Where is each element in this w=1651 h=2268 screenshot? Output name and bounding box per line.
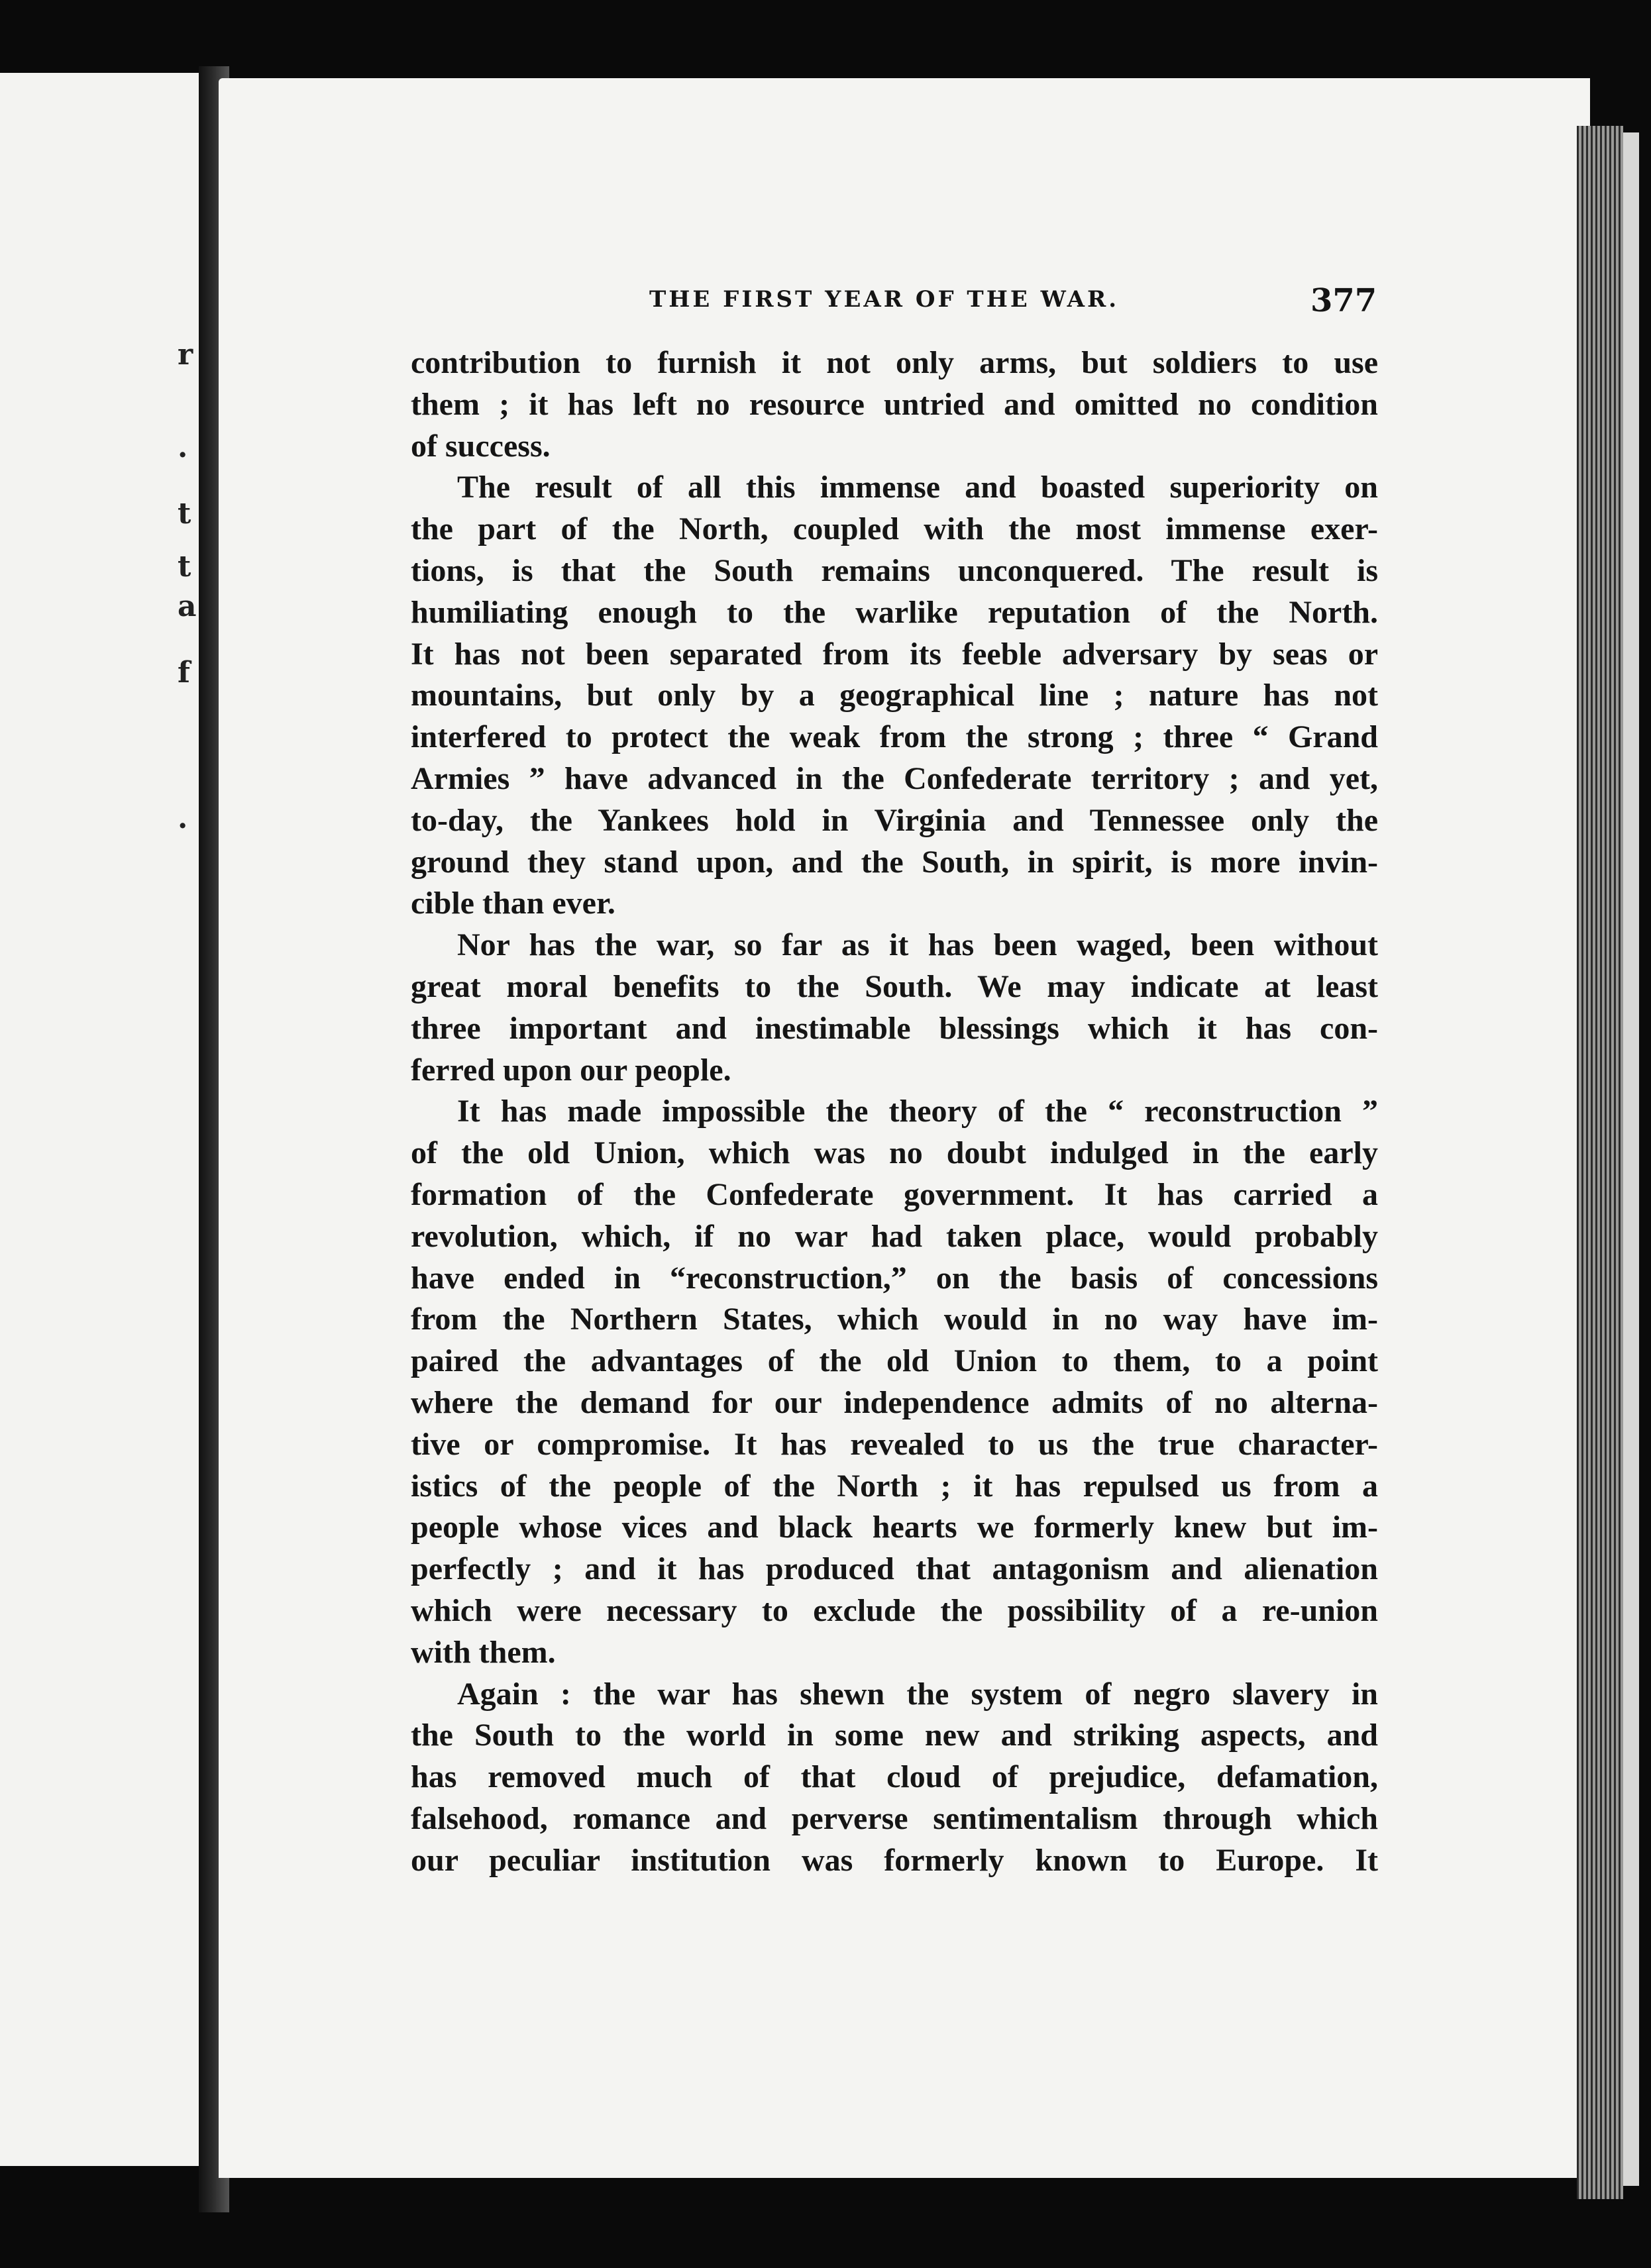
text-line: great moral benefits to the South. We may indicate at least: [411, 969, 1378, 1004]
text-line: have ended in “reconstruction,” on the basis of concessions: [411, 1260, 1378, 1296]
text-line: istics of the people of the North ; it has repulsed us from a: [411, 1468, 1378, 1504]
text-line: which were necessary to exclude the possibility of a re-union: [411, 1593, 1378, 1628]
text-line: our peculiar institution was formerly known to Europe. It: [411, 1842, 1378, 1878]
text-line: contribution to furnish it not only arms, but soldiers to use: [411, 345, 1378, 380]
text-line: paired the advantages of the old Union to them, to a point: [411, 1343, 1378, 1379]
text-line: ferred upon our people.: [411, 1052, 731, 1088]
text-line: with them.: [411, 1634, 556, 1670]
text-line: people whose vices and black hearts we formerly knew but im-: [411, 1510, 1378, 1545]
text-line: humiliating enough to the warlike reputation of the North.: [411, 594, 1378, 630]
text-line: of the old Union, which was no doubt indulged in the early: [411, 1135, 1378, 1171]
text-line: falsehood, romance and perverse sentimentalism through which: [411, 1801, 1378, 1836]
text-line: of success.: [411, 428, 551, 464]
left-page-fragment: t: [178, 550, 191, 584]
text-line: The result of all this immense and boasted superiority on: [457, 470, 1378, 505]
text-line: perfectly ; and it has produced that antagonism and alienation: [411, 1551, 1378, 1587]
text-line: three important and inestimable blessings which it has con-: [411, 1010, 1378, 1046]
running-head: THE FIRST YEAR OF THE WAR.: [649, 286, 1120, 313]
text-line: the part of the North, coupled with the most immense exer-: [411, 511, 1378, 547]
left-page-fragment: .: [178, 801, 188, 835]
text-line: It has made impossible the theory of the “ reconstruction ”: [457, 1094, 1378, 1129]
left-page-fragment: t: [178, 497, 191, 531]
left-page-fragment: r: [178, 338, 193, 372]
text-line: tions, is that the South remains unconquered. The result is: [411, 553, 1378, 588]
left-page-fragment: .: [178, 431, 188, 464]
text-line: Armies ” have advanced in the Confederate territory ; and yet,: [411, 761, 1378, 796]
text-line: cible than ever.: [411, 886, 615, 921]
text-line: It has not been separated from its feeble adversary by seas or: [411, 636, 1378, 672]
left-page-fragment: a: [178, 590, 197, 623]
page-number: 377: [1310, 282, 1377, 319]
text-line: to-day, the Yankees hold in Virginia and Tennessee only the: [411, 802, 1378, 838]
text-line: them ; it has left no resource untried and omitted no condition: [411, 386, 1378, 422]
text-line: interfered to protect the weak from the strong ; three “ Grand: [411, 719, 1378, 755]
text-line: Again : the war has shewn the system of negro slavery in: [457, 1676, 1378, 1712]
text-line: formation of the Confederate government. It has carried a: [411, 1177, 1378, 1212]
text-line: ground they stand upon, and the South, in spirit, is more invin-: [411, 844, 1378, 880]
text-line: Nor has the war, so far as it has been waged, been without: [457, 927, 1378, 963]
text-line: the South to the world in some new and striking aspects, and: [411, 1718, 1378, 1753]
text-line: tive or compromise. It has revealed to us the true character-: [411, 1426, 1378, 1462]
text-line: revolution, which, if no war had taken place, would probably: [411, 1218, 1378, 1254]
text-line: mountains, but only by a geographical line ; nature has not: [411, 678, 1378, 713]
text-line: from the Northern States, which would in no way have im-: [411, 1302, 1378, 1337]
text-line: where the demand for our independence admits of no alterna-: [411, 1385, 1378, 1420]
text-line: has removed much of that cloud of prejudice, defamation,: [411, 1759, 1378, 1795]
left-page-fragment: f: [178, 656, 190, 690]
